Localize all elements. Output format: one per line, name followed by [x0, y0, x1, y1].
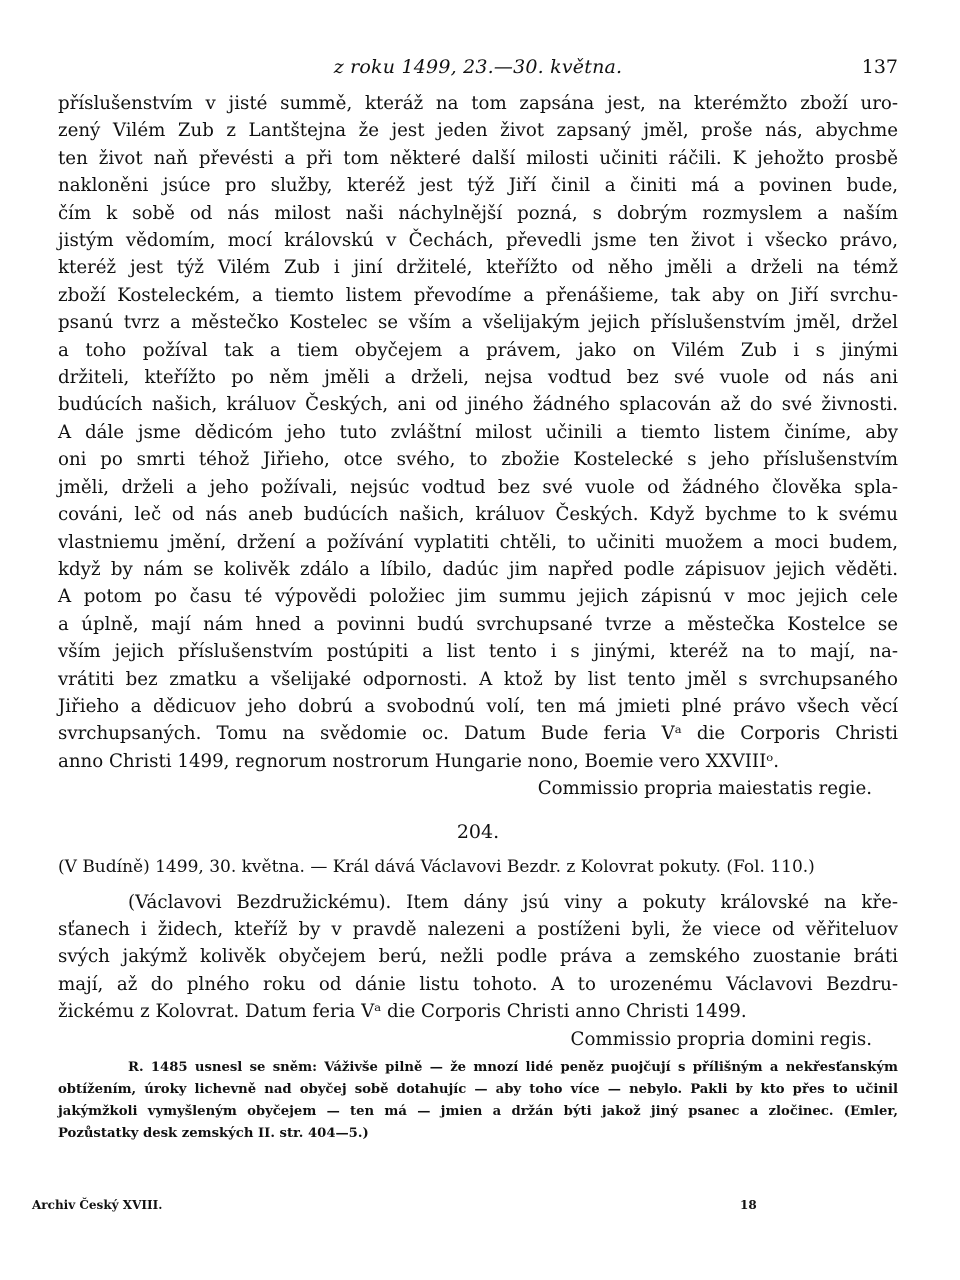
- footnote-line: jakýmžkoli vymyšleným obyčejem — ten má — jmien a držán býti jakož jiný psanec a zločinec. (Emler,: [58, 1104, 898, 1119]
- text-line: vším jejich příslušenstvím postúpiti a list tento i s jinými, kteréž na to mají, na-: [58, 641, 898, 663]
- text-line: A potom po času té výpovědi položiec jim summu jejich zápisnú v moc jejich cele: [58, 586, 898, 608]
- footer-archive-title: Archiv Český XVIII.: [32, 1198, 163, 1212]
- signature-maiestatis: Commissio propria maiestatis regie.: [537, 778, 872, 800]
- text-line: kteréž jest týž Vilém Zub i jiní držitelé, kteřížto od něho jměli a drželi na témž: [58, 257, 898, 279]
- text-line: žickému z Kolovrat. Datum feria Vᵃ die Corporis Christi anno Christi 1499.: [58, 1001, 747, 1023]
- text-line: ten život naň převésti a při tom některé další milosti učiniti ráčili. K jehožto prosbě: [58, 147, 898, 169]
- text-line: svých jakýmž kolivěk obyčejem berú, nežli podle práva a zemského zuostanie bráti: [58, 946, 898, 968]
- text-line: cováni, leč od nás aneb budúcích našich, králuov Českých. Když bychme to k svému: [58, 504, 898, 526]
- page-footer: [0, 1198, 960, 1218]
- text-line: zený Vilém Zub z Lantštejna že jest jeden život zapsaný jměl, proše nás, abychme: [58, 120, 898, 142]
- text-line: (Václavovi Bezdružickému). Item dány jsú viny a pokuty královské na kře-: [128, 891, 898, 913]
- footnote-line: Pozůstatky desk zemských II. str. 404—5.): [58, 1126, 369, 1141]
- document-regest: (V Budíně) 1499, 30. května. — Král dává Václavovi Bezdr. z Kolovrat pokuty. (Fol. 110.): [58, 856, 815, 877]
- text-line: čím k sobě od nás milost naši náchylnější pozná, s dobrým rozmyslem a naším: [58, 202, 898, 224]
- main-text: [58, 90, 898, 775]
- text-line: držiteli, kteřížto po něm jměli a drželi, nejsa vodtud bez své vuole od nás ani: [58, 367, 898, 389]
- text-line: vlastniemu jmění, držení a požívání vyplatiti chtěli, to učiniti muožem a moci budem,: [58, 531, 898, 553]
- text-line: zboží Kosteleckém, a tiemto listem převodíme a přenášieme, tak aby on Jiří svrchu-: [58, 284, 898, 306]
- text-line: svrchupsaných. Tomu na svědomie oc. Datum Bude feria Vᵃ die Corporis Christi: [58, 723, 898, 745]
- footnote-line: R. 1485 usnesl se sněm: Váživše pilně — že mnozí lidé peněz puojčují s přílišným a nekřesťanským: [128, 1060, 898, 1075]
- text-line: jměli, drželi a jeho požívali, nejsúc vodtud bez své vuole od žádného člověka spla-: [58, 476, 898, 498]
- footer-sheet-number: 18: [740, 1198, 757, 1212]
- document-number: 204.: [456, 820, 500, 843]
- document-204-text: [58, 889, 898, 1026]
- text-line: oni po smrti téhož Jiřieho, otce svého, to zbožie Kostelecké s jeho příslušenstvím: [58, 449, 898, 471]
- text-line: nakloněni jsúce pro služby, kteréž jest týž Jiří činil a činiti má a povinen bude,: [58, 175, 898, 197]
- document-page: [58, 50, 898, 1145]
- text-line: jistým vědomím, mocí královskú v Čechách, převedli jsme ten život i všecko právo,: [58, 230, 898, 252]
- text-line: mají, až do plného roku od dánie listu tohoto. A to urozenému Václavovi Bezdru-: [58, 973, 898, 995]
- signature-domini-regis: Commissio propria domini regis.: [570, 1028, 872, 1050]
- running-head: z roku 1499, 23.—30. května.: [333, 56, 623, 78]
- page-header: [58, 50, 898, 84]
- footnote-line: obtížením, úroky lichevně nad obyčej sobě dotahujíc — aby toho více — nebylo. Pakli by kto přes to učinil: [58, 1082, 898, 1097]
- text-line: příslušenstvím v jisté summě, kteráž na tom zapsána jest, na kterémžto zboží uro-: [58, 93, 898, 114]
- text-line: A dále jsme dědicóm jeho tuto zvláštní milost učinili a tiemto listem činíme, aby: [58, 421, 898, 443]
- text-line: Jiřieho a dědicuov jeho dobrú a svobodnú volí, ten má jmieti plné právo všech věcí: [58, 695, 898, 717]
- text-line: a úplně, mají nám hned a povinni budú svrchupsané tvrze a městečka Kostelce se: [58, 613, 898, 635]
- text-line: sťanech i židech, kteříž by v pravdě nalezeni a postíženi byli, že viece od věřiteluov: [58, 918, 898, 940]
- page-number: 137: [861, 56, 898, 78]
- text-line: vrátiti bez zmatku a všelijaké odpornosti. A ktož by list tento jměl s svrchupsaného: [58, 668, 898, 690]
- text-line: budúcích našich, králuov Českých, ani od jiného žádného splacován až do své živnosti.: [58, 394, 898, 416]
- text-line: anno Christi 1499, regnorum nostrorum Hungarie nono, Boemie vero XXVIIIᵒ.: [58, 750, 780, 772]
- text-line: psanú tvrz a městečko Kostelec se vším a všelijakým jejich příslušenstvím jměl, držel: [58, 312, 898, 334]
- text-line: když by nám se kolivěk zdálo a líbilo, dadúc jim napřed podle zápisuov jejich věděti.: [58, 558, 898, 580]
- text-line: a toho požíval tak a tiem obyčejem a právem, jako on Vilém Zub i s jinými: [58, 339, 898, 361]
- footnote: [58, 1057, 898, 1145]
